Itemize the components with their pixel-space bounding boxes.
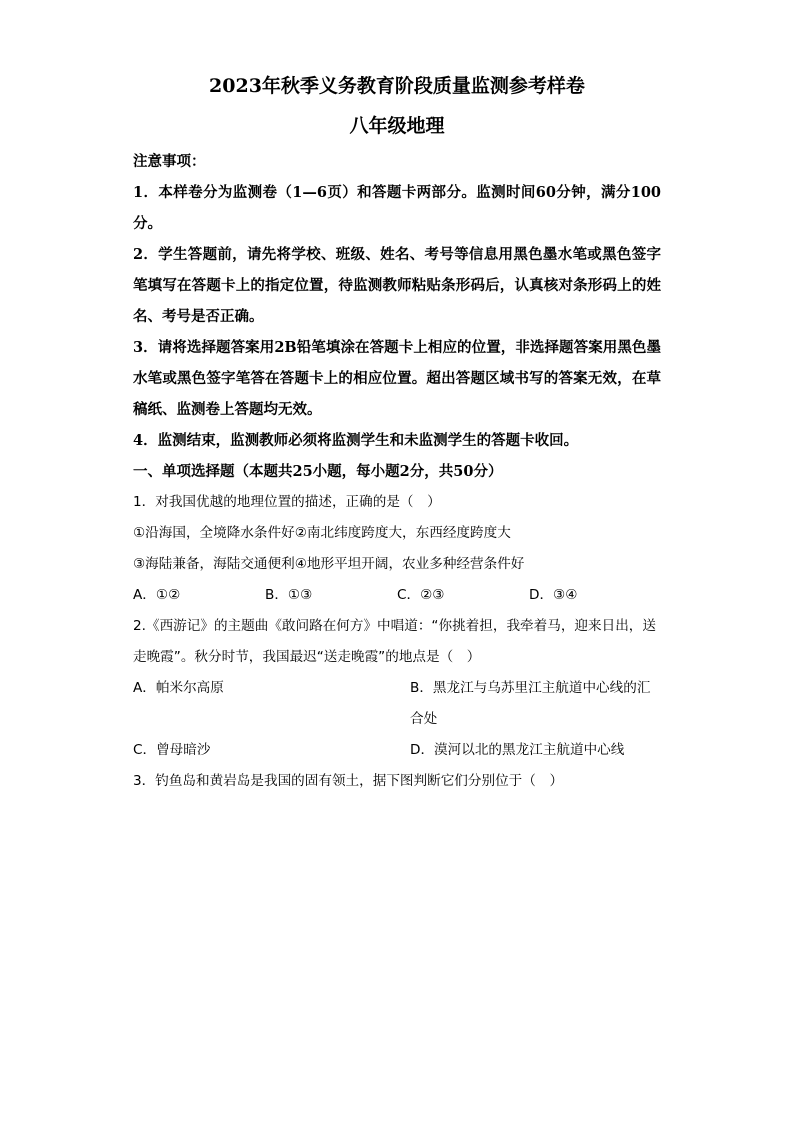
question-1-option-a: A．①②: [133, 587, 181, 603]
note-item-3: 3．请将选择题答案用2B铅笔填涂在答题卡上相应的位置，非选择题答案用黑色墨水笔或黑色签字笔答在答题卡上的相应位置。超出答题区域书写的答案无效，在草稿纸、监测卷上答题均无效。: [133, 339, 661, 418]
question-2-options-row-1: [133, 673, 661, 735]
question-2-option-c: C．曾母暗沙: [133, 742, 211, 758]
exam-subtitle: 八年级地理: [349, 115, 445, 137]
question-1-stem: 1．对我国优越的地理位置的描述，正确的是（ ）: [133, 494, 441, 510]
question-1-option-b: B．①③: [265, 587, 313, 603]
exam-page: [133, 66, 661, 797]
note-item-2: 2．学生答题前，请先将学校、班级、姓名、考号等信息用黑色墨水笔或黑色签字笔填写在答题卡上的指定位置，待监测教师粘贴条形码后，认真核对条形码上的姓名、考号是否正确。: [133, 246, 661, 325]
exam-title: 2023年秋季义务教育阶段质量监测参考样卷: [209, 75, 585, 97]
question-1-options: [133, 580, 661, 611]
note-item-4: 4．监测结束，监测教师必须将监测学生和未监测学生的答题卡收回。: [133, 432, 579, 449]
section-heading: 一、单项选择题（本题共25小题，每小题2分，共50分）: [133, 463, 503, 480]
question-1-option-c: C．②③: [397, 587, 445, 603]
question-2-option-b: B．黑龙江与乌苏里江主航道中心线的汇合处: [410, 680, 651, 727]
question-2-options-row-2: [133, 735, 661, 766]
question-2-stem: 2.《西游记》的主题曲《敢问路在何方》中唱道：“你挑着担，我牵着马，迎来日出，送走晚霞”。秋分时节，我国最迟“送走晚霞”的地点是（ ）: [133, 618, 656, 665]
question-2-option-a: A．帕米尔高原: [133, 680, 224, 696]
notes-heading: 注意事项：: [133, 153, 206, 170]
question-1-option-d: D．③④: [529, 587, 578, 603]
note-item-1: 1．本样卷分为监测卷（1—6页）和答题卡两部分。监测时间60分钟，满分100分。: [133, 184, 661, 232]
question-2-option-d: D．漠河以北的黑龙江主航道中心线: [410, 742, 625, 758]
question-1-statement-1: ①沿海国，全境降水条件好②南北纬度跨度大，东西经度跨度大: [133, 525, 511, 541]
question-3-stem: 3．钓鱼岛和黄岩岛是我国的固有领土，据下图判断它们分别位于（ ）: [133, 773, 564, 789]
question-1-statement-2: ③海陆兼备，海陆交通便利④地形平坦开阔，农业多种经营条件好: [133, 556, 525, 572]
